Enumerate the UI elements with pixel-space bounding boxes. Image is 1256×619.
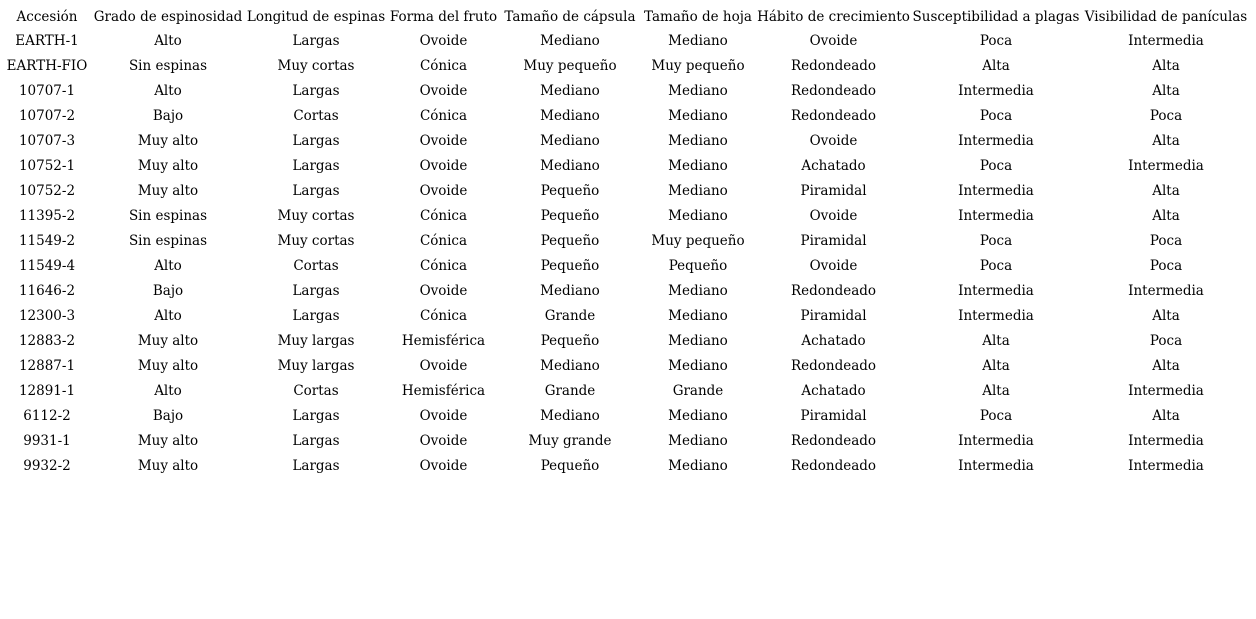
table-cell: Largas — [292, 283, 340, 299]
table-cell: Mediano — [668, 208, 728, 224]
table-cell: Cónica — [419, 308, 468, 324]
table-cell: Pequeño — [668, 258, 728, 274]
table-cell: Alta — [982, 333, 1010, 349]
accession-cell: 10707-1 — [18, 83, 76, 99]
accession-cell: 12883-2 — [18, 333, 76, 349]
table-cell: Intermedia — [958, 308, 1034, 324]
table-cell: Alto — [154, 83, 182, 99]
table-cell: Poca — [979, 233, 1013, 249]
table-cell: Intermedia — [958, 133, 1034, 149]
table-cell: Grande — [544, 308, 596, 324]
table-cell: Poca — [979, 408, 1013, 424]
table-cell: Largas — [292, 458, 340, 474]
table-cell: Largas — [292, 408, 340, 424]
table-cell: Intermedia — [958, 83, 1034, 99]
table-cell: Alta — [1152, 208, 1180, 224]
table-cell: Muy alto — [137, 333, 199, 349]
table-cell: Ovoide — [419, 283, 468, 299]
table-cell: Mediano — [668, 133, 728, 149]
table-cell: Cónica — [419, 108, 468, 124]
table-row — [3, 179, 1251, 204]
accession-cell: 11395-2 — [18, 208, 76, 224]
table-row — [3, 304, 1251, 329]
table-cell: Intermedia — [958, 433, 1034, 449]
table-body — [3, 29, 1251, 479]
table-cell: Intermedia — [1128, 383, 1204, 399]
table-cell: Muy grande — [528, 433, 612, 449]
table-row — [3, 104, 1251, 129]
accession-cell: EARTH-1 — [15, 33, 79, 49]
table-cell: Grande — [544, 383, 596, 399]
table-cell: Intermedia — [1128, 33, 1204, 49]
table-cell: Ovoide — [419, 433, 468, 449]
table-cell: Poca — [979, 33, 1013, 49]
table-cell: Redondeado — [790, 358, 877, 374]
accession-cell: 9931-1 — [23, 433, 71, 449]
column-header: Visibilidad de panículas — [1084, 9, 1248, 25]
table-cell: Mediano — [668, 183, 728, 199]
table-cell: Alto — [154, 308, 182, 324]
table-cell: Cónica — [419, 58, 468, 74]
table-cell: Muy largas — [277, 358, 355, 374]
column-header: Longitud de espinas — [246, 9, 386, 25]
table-cell: Intermedia — [958, 208, 1034, 224]
table-cell: Muy pequeño — [651, 233, 745, 249]
table-cell: Muy alto — [137, 358, 199, 374]
accession-cell: 11549-2 — [18, 233, 76, 249]
table-row — [3, 54, 1251, 79]
table-row — [3, 429, 1251, 454]
table-cell: Mediano — [668, 358, 728, 374]
table-cell: Muy cortas — [277, 58, 355, 74]
table-cell: Muy cortas — [277, 208, 355, 224]
table-cell: Ovoide — [419, 158, 468, 174]
table-row — [3, 354, 1251, 379]
column-header: Tamaño de hoja — [644, 9, 752, 25]
table-cell: Mediano — [668, 433, 728, 449]
table-cell: Intermedia — [1128, 283, 1204, 299]
table-row — [3, 204, 1251, 229]
table-cell: Alta — [1152, 133, 1180, 149]
table-cell: Mediano — [668, 108, 728, 124]
table-cell: Cortas — [293, 383, 339, 399]
table-cell: Piramidal — [800, 408, 867, 424]
table-row — [3, 229, 1251, 254]
table-cell: Sin espinas — [128, 58, 208, 74]
table-cell: Ovoide — [419, 358, 468, 374]
accession-cell: 11549-4 — [18, 258, 76, 274]
table-cell: Pequeño — [540, 208, 600, 224]
table-cell: Mediano — [540, 158, 600, 174]
table-cell: Pequeño — [540, 333, 600, 349]
table-cell: Alta — [1152, 83, 1180, 99]
accession-cell: 9932-2 — [23, 458, 71, 474]
table-cell: Largas — [292, 33, 340, 49]
table-cell: Largas — [292, 158, 340, 174]
table-cell: Muy alto — [137, 458, 199, 474]
table-cell: Largas — [292, 183, 340, 199]
accession-cell: 10752-2 — [18, 183, 76, 199]
table-cell: Piramidal — [800, 308, 867, 324]
table-cell: Mediano — [668, 458, 728, 474]
table-cell: Intermedia — [1128, 158, 1204, 174]
table-cell: Largas — [292, 308, 340, 324]
table-cell: Redondeado — [790, 433, 877, 449]
table-cell: Intermedia — [958, 283, 1034, 299]
table-cell: Cónica — [419, 258, 468, 274]
table-cell: Largas — [292, 133, 340, 149]
accession-cell: 12887-1 — [18, 358, 76, 374]
table-cell: Mediano — [668, 283, 728, 299]
table-cell: Poca — [1149, 233, 1183, 249]
column-header: Tamaño de cápsula — [504, 9, 636, 25]
table-cell: Muy largas — [277, 333, 355, 349]
table-row — [3, 379, 1251, 404]
table-cell: Bajo — [152, 408, 184, 424]
table-cell: Poca — [1149, 258, 1183, 274]
table-cell: Redondeado — [790, 58, 877, 74]
table-cell: Intermedia — [1128, 458, 1204, 474]
accession-cell: 10707-2 — [18, 108, 76, 124]
table-cell: Redondeado — [790, 283, 877, 299]
table-cell: Poca — [979, 158, 1013, 174]
table-cell: Redondeado — [790, 458, 877, 474]
table-cell: Ovoide — [809, 33, 858, 49]
table-cell: Intermedia — [958, 458, 1034, 474]
table-cell: Intermedia — [958, 183, 1034, 199]
table-cell: Muy alto — [137, 183, 199, 199]
header-row — [3, 5, 1251, 29]
table-cell: Redondeado — [790, 108, 877, 124]
table-cell: Intermedia — [1128, 433, 1204, 449]
accession-cell: 10752-1 — [18, 158, 76, 174]
table-cell: Pequeño — [540, 233, 600, 249]
table-cell: Poca — [979, 108, 1013, 124]
column-header: Accesión — [16, 9, 78, 25]
table-cell: Achatado — [801, 158, 866, 174]
table-cell: Muy pequeño — [523, 58, 617, 74]
data-table — [3, 5, 1251, 479]
table-cell: Alta — [982, 358, 1010, 374]
table-cell: Alta — [982, 58, 1010, 74]
accession-cell: EARTH-FIO — [6, 58, 88, 74]
column-header: Grado de espinosidad — [93, 9, 243, 25]
table-cell: Mediano — [668, 308, 728, 324]
table-cell: Sin espinas — [128, 233, 208, 249]
table-cell: Muy alto — [137, 133, 199, 149]
table-cell: Largas — [292, 83, 340, 99]
accession-cell: 10707-3 — [18, 133, 76, 149]
table-cell: Ovoide — [419, 33, 468, 49]
table-cell: Largas — [292, 433, 340, 449]
table-cell: Ovoide — [809, 208, 858, 224]
table-row — [3, 454, 1251, 479]
table-cell: Alta — [1152, 408, 1180, 424]
table-cell: Mediano — [668, 333, 728, 349]
table-cell: Cónica — [419, 208, 468, 224]
table-cell: Alto — [154, 383, 182, 399]
table-cell: Alta — [982, 383, 1010, 399]
table-cell: Achatado — [801, 383, 866, 399]
table-row — [3, 254, 1251, 279]
accession-cell: 12300-3 — [18, 308, 76, 324]
table-row — [3, 329, 1251, 354]
table-cell: Muy alto — [137, 433, 199, 449]
table-cell: Muy cortas — [277, 233, 355, 249]
table-cell: Mediano — [540, 108, 600, 124]
table-cell: Pequeño — [540, 458, 600, 474]
table-cell: Redondeado — [790, 83, 877, 99]
table-cell: Alto — [154, 258, 182, 274]
column-header: Forma del fruto — [389, 9, 498, 25]
table-cell: Cónica — [419, 233, 468, 249]
table-cell: Mediano — [668, 158, 728, 174]
table-cell: Bajo — [152, 283, 184, 299]
table-cell: Muy pequeño — [651, 58, 745, 74]
table-cell: Pequeño — [540, 258, 600, 274]
table-cell: Pequeño — [540, 183, 600, 199]
table-cell: Cortas — [293, 108, 339, 124]
table-cell: Piramidal — [800, 183, 867, 199]
table-cell: Ovoide — [419, 83, 468, 99]
table-cell: Cortas — [293, 258, 339, 274]
table-cell: Alta — [1152, 358, 1180, 374]
table-header — [3, 5, 1251, 29]
table-cell: Mediano — [668, 83, 728, 99]
table-cell: Ovoide — [419, 183, 468, 199]
table-cell: Achatado — [801, 333, 866, 349]
table-cell: Piramidal — [800, 233, 867, 249]
table-row — [3, 29, 1251, 54]
column-header: Hábito de crecimiento — [757, 9, 910, 25]
column-header: Susceptibilidad a plagas — [912, 9, 1080, 25]
table-cell: Bajo — [152, 108, 184, 124]
table-cell: Muy alto — [137, 158, 199, 174]
table-cell: Sin espinas — [128, 208, 208, 224]
table-cell: Ovoide — [809, 133, 858, 149]
table-cell: Alta — [1152, 183, 1180, 199]
table-cell: Mediano — [540, 133, 600, 149]
table-cell: Alta — [1152, 308, 1180, 324]
table-row — [3, 129, 1251, 154]
table-cell: Mediano — [668, 33, 728, 49]
table-cell: Mediano — [540, 283, 600, 299]
table-row — [3, 154, 1251, 179]
table-cell: Ovoide — [809, 258, 858, 274]
table-cell: Poca — [1149, 108, 1183, 124]
table-cell: Mediano — [540, 358, 600, 374]
table-cell: Hemisférica — [401, 383, 486, 399]
table-cell: Ovoide — [419, 458, 468, 474]
table-cell: Alta — [1152, 58, 1180, 74]
table-cell: Mediano — [540, 83, 600, 99]
accession-cell: 11646-2 — [18, 283, 76, 299]
table-cell: Poca — [979, 258, 1013, 274]
table-cell: Mediano — [540, 408, 600, 424]
table-row — [3, 79, 1251, 104]
table-cell: Hemisférica — [401, 333, 486, 349]
accession-cell: 6112-2 — [23, 408, 71, 424]
table-cell: Mediano — [668, 408, 728, 424]
table-cell: Grande — [672, 383, 724, 399]
table-cell: Poca — [1149, 333, 1183, 349]
table-cell: Ovoide — [419, 408, 468, 424]
table-cell: Mediano — [540, 33, 600, 49]
table-row — [3, 404, 1251, 429]
table-cell: Alto — [154, 33, 182, 49]
accession-cell: 12891-1 — [18, 383, 76, 399]
table-row — [3, 279, 1251, 304]
table-cell: Ovoide — [419, 133, 468, 149]
